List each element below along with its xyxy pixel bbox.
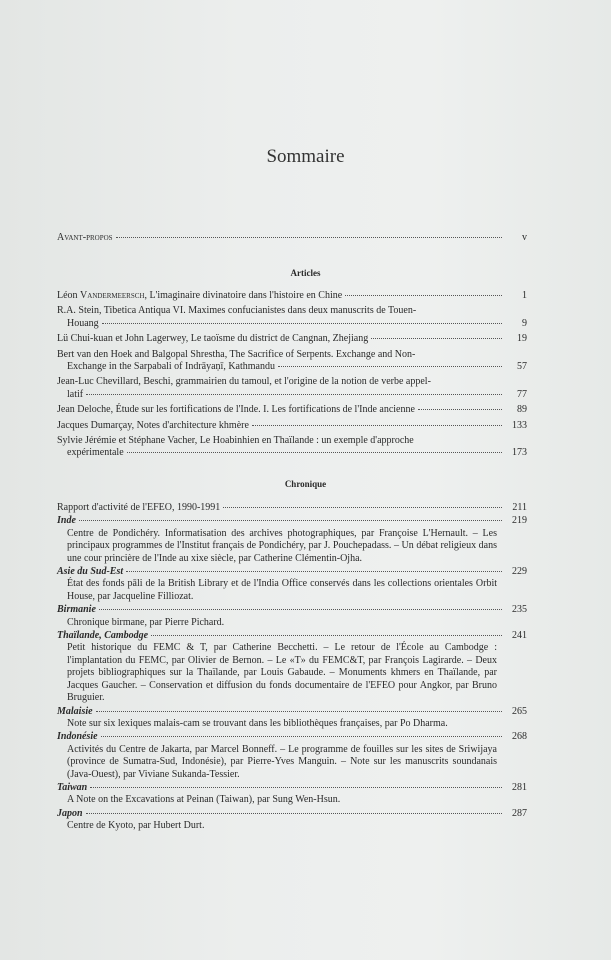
page-number: 219 [512, 515, 527, 527]
page-number: 235 [512, 604, 527, 616]
article-entry [57, 404, 527, 416]
article-entry [57, 290, 527, 302]
region-name: Asie du Sud-Est [57, 566, 124, 578]
rapport-text: Rapport d'activité de l'EFEO, 1990-1991 [57, 502, 221, 513]
article-text: Bert van den Hoek and Balgopal Shrestha, The Sacrifice of Serpents. Exchange and Non- [57, 348, 416, 360]
region-entry [57, 515, 527, 565]
page-number: 133 [512, 419, 527, 431]
article-text-cont: Exchange in the Sarpabali of Indrāyaṇī, Kathmandu [67, 361, 275, 373]
page-number: 229 [512, 566, 527, 578]
region-name: Birmanie [57, 604, 96, 616]
article-text-cont: Houang [67, 317, 99, 329]
region-text: A Note on the Excavations at Peinan (Taiwan), par Sung Wen-Hsun. [67, 794, 341, 806]
page-title: Sommaire [266, 146, 345, 167]
page-number: 1 [522, 290, 527, 301]
article-text: Jean-Luc Chevillard, Beschi, grammairien du tamoul, et l'origine de la notion de verbe appel- [57, 376, 431, 388]
article-entry [57, 305, 527, 330]
article-text: Lü Chui-kuan et John Lagerwey, Le taoïsme du district de Cangnan, Zhejiang [57, 333, 369, 345]
region-name: Japon [57, 807, 83, 819]
region-entry [57, 604, 527, 629]
article-entry [57, 420, 527, 432]
page-number: 241 [512, 630, 527, 642]
page-number: 287 [512, 807, 527, 819]
page-number: 77 [517, 388, 527, 400]
page-number: v [522, 232, 527, 243]
region-name: Indonésie [57, 731, 98, 743]
page-number: 173 [512, 447, 527, 459]
chronique-heading: Chronique [284, 479, 327, 489]
region-name: Thaïlande, Cambodge [57, 630, 149, 642]
region-text: Centre de Kyoto, par Hubert Durt. [67, 820, 205, 832]
region-entry [57, 782, 527, 807]
region-name: Inde [57, 515, 76, 527]
region-text: Activités du Centre de Jakarta, par Marcel Bonneff. – Le programme de fouilles sur les sites de Sriwijaya (province de Sumatra-Sud, Indonésie), par Pierre-Yves Manguin. – Note sur les manuscrits soundanais (Java-Ouest), par Viviane Sukanda-Tessier. [67, 743, 497, 780]
region-text: Centre de Pondichéry. Informatisation des archives photographiques, par Françoise L'Hernault. – Les principaux programmes de l'Institut français de Pondichéry, par J. Pouchepadass. – Un débat religieux dans une cour princière de l'Inde au xixe siècle, par Catherine Clémentin-Ojha. [67, 527, 497, 564]
page-number: 57 [517, 361, 527, 373]
region-text: Chronique birmane, par Pierre Pichard. [67, 616, 225, 628]
region-entry [57, 706, 527, 731]
article-entry [57, 349, 527, 374]
rapport-entry [57, 502, 527, 514]
article-text: Sylvie Jérémie et Stéphane Vacher, Le Hoabinhien en Thaïlande : un exemple d'approche [57, 435, 414, 447]
page-number: 211 [512, 502, 527, 513]
article-text: Jacques Dumarçay, Notes d'architecture khmère [57, 419, 249, 431]
article-text: R.A. Stein, Tibetica Antiqua VI. Maximes confucianistes dans deux manuscrits de Touen- [57, 305, 417, 317]
article-text-cont: expérimentale [67, 447, 124, 459]
article-text-cont: latif [67, 388, 84, 400]
region-entry [57, 630, 527, 704]
chronique-list [57, 502, 527, 834]
articles-list [57, 290, 527, 463]
page-number: 9 [522, 317, 527, 329]
page-number: 265 [512, 705, 527, 717]
region-entry [57, 808, 527, 833]
articles-heading: Articles [290, 268, 321, 278]
region-text: Petit historique du FEMC & T, par Catherine Becchetti. – Le retour de l'École au Cambodge : l'implantation du FEMC, par Olivier de Bernon. – Le «T» du FEMC&T, par François Lagirarde. – Deux projets bibliographiques sur la Thaïlande, par Louis Gabaude. – Monuments khmers en Thaïlande, par Jacques Gaucher. – Conservation et diffusion du fonds documentaire de l'EFEO pour Angkor, par Bruno Bruguier. [67, 642, 497, 704]
avant-propos-label: Avant-propos [57, 232, 113, 243]
article-text: Léon Vandermeersch, L'imaginaire divinatoire dans l'histoire en Chine [57, 290, 343, 301]
article-entry [57, 333, 527, 345]
article-text: Jean Deloche, Étude sur les fortifications de l'Inde. I. Les fortifications de l'Inde ancienne [57, 404, 415, 416]
leader-dots [116, 237, 502, 238]
region-name: Taiwan [57, 781, 88, 793]
region-text: État des fonds pāli de la British Library et de l'India Office conservés dans les collections orientales Orbit House, par Jacqueline Filliozat. [67, 578, 497, 602]
article-entry [57, 435, 527, 460]
region-entry [57, 566, 527, 603]
region-text: Note sur six lexiques malais-cam se trouvant dans les bibliothèques françaises, par Po Dharma. [67, 717, 448, 729]
page-number: 268 [512, 731, 527, 743]
article-entry [57, 376, 527, 401]
page-number: 19 [517, 333, 527, 345]
page-number: 281 [512, 781, 527, 793]
page-number: 89 [517, 404, 527, 416]
region-name: Malaisie [57, 705, 93, 717]
avant-propos-entry [57, 232, 527, 243]
region-entry [57, 731, 527, 781]
